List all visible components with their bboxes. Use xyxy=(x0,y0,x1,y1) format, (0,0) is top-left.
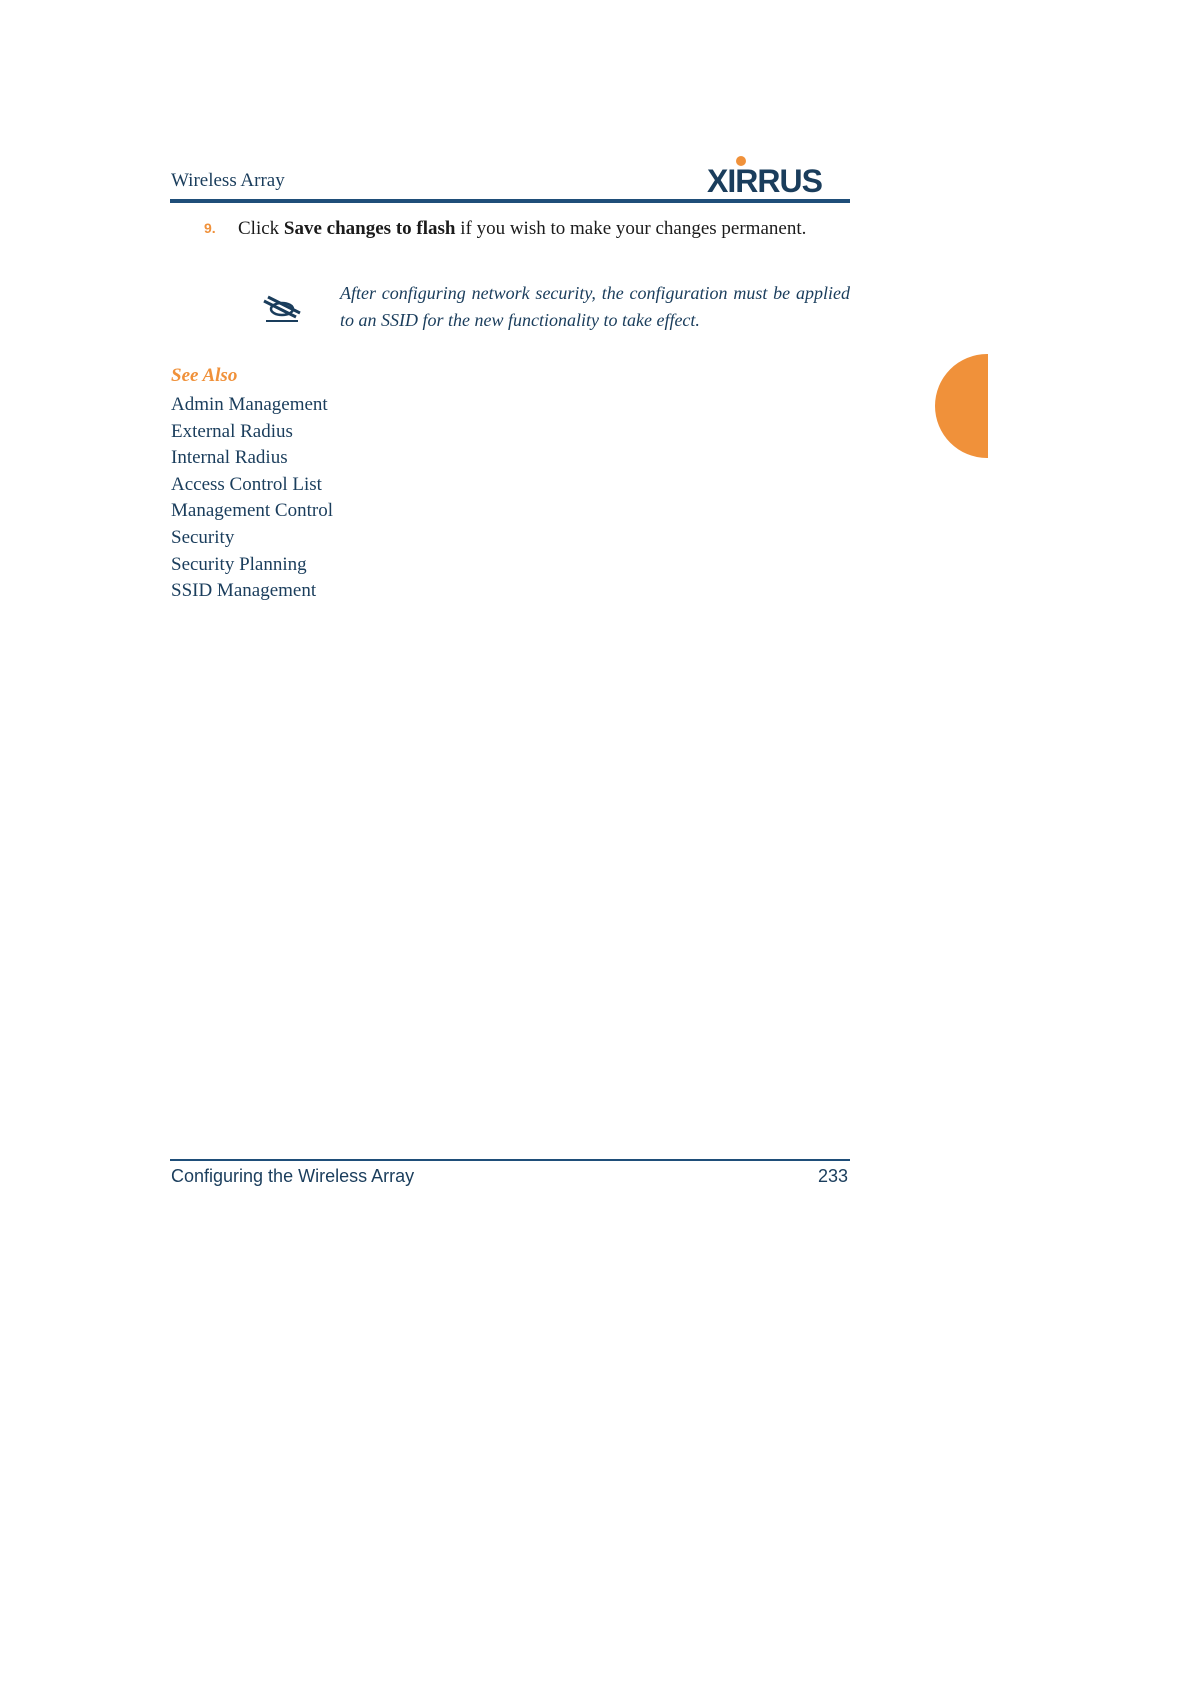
step-text: Click Save changes to flash if you wish to make your changes permanent. xyxy=(238,218,807,239)
page-number: 233 xyxy=(817,1166,848,1186)
page-header-title: Wireless Array xyxy=(171,170,285,191)
xirrus-logo xyxy=(707,154,847,199)
see-also-heading: See Also xyxy=(171,365,238,386)
see-also-list xyxy=(171,392,333,605)
footer-rule xyxy=(170,1159,850,1161)
header-rule xyxy=(170,199,850,203)
footer-chapter-title: Configuring the Wireless Array xyxy=(171,1166,415,1186)
link-external-radius[interactable]: External Radius xyxy=(171,420,293,442)
step-number: 9. xyxy=(204,220,216,236)
svg-text:XIRRUS: XIRRUS xyxy=(707,163,822,199)
link-admin-management[interactable]: Admin Management xyxy=(171,394,328,415)
link-security[interactable]: Security xyxy=(171,526,235,548)
step-9 xyxy=(204,215,850,242)
link-access-control-list[interactable]: Access Control List xyxy=(171,473,322,495)
save-changes-to-flash-label: Save changes to flash xyxy=(283,218,456,239)
link-internal-radius[interactable]: Internal Radius xyxy=(171,447,288,469)
note-text: After configuring network security, the configuration must be applied to an SSID for the new functionality to take effect. xyxy=(340,283,850,330)
link-security-planning[interactable]: Security Planning xyxy=(171,553,307,575)
link-ssid-management[interactable]: SSID Management xyxy=(171,580,317,602)
note-pen-icon xyxy=(260,293,304,325)
link-management-control[interactable]: Management Control xyxy=(171,500,333,522)
section-thumb-tab xyxy=(935,354,988,458)
